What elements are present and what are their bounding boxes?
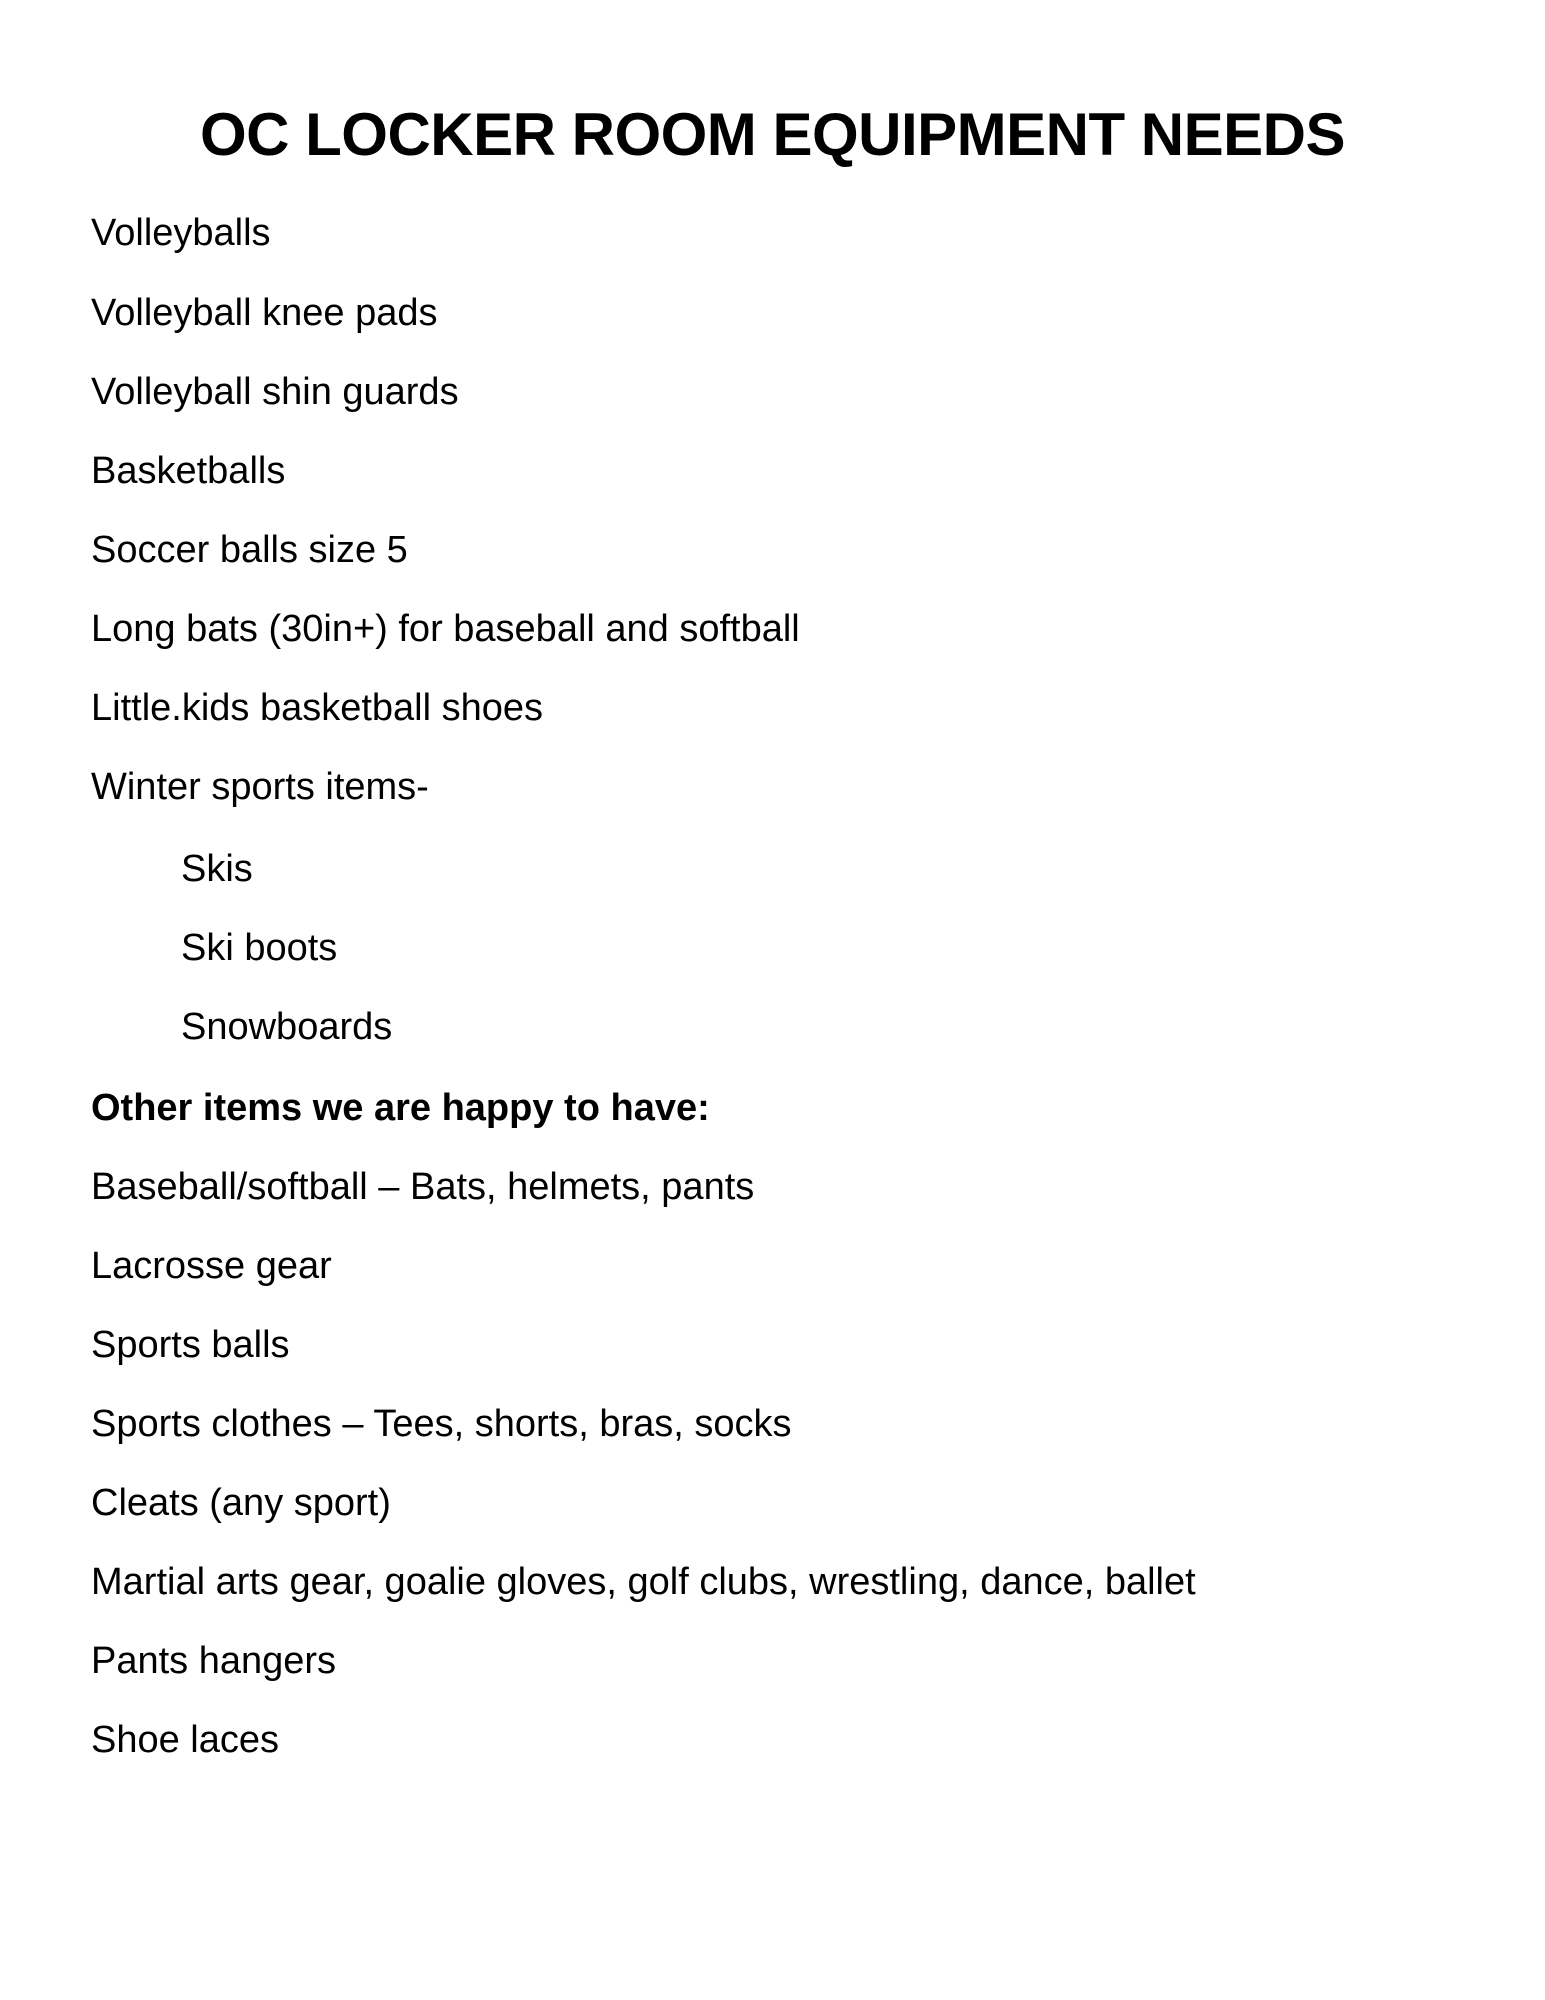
other-item: Cleats (any sport) — [91, 1482, 391, 1524]
other-item: Sports clothes – Tees, shorts, bras, socks — [91, 1403, 792, 1445]
needs-item: Volleyball shin guards — [91, 371, 459, 413]
winter-sub-item: Snowboards — [181, 1006, 393, 1048]
winter-sub-item: Ski boots — [181, 927, 338, 969]
needs-item: Winter sports items- — [91, 766, 429, 808]
needs-item: Volleyball knee pads — [91, 292, 438, 334]
needs-item: Soccer balls size 5 — [91, 529, 408, 571]
other-item: Lacrosse gear — [91, 1245, 332, 1287]
needs-item: Volleyballs — [91, 212, 271, 254]
other-items-heading: Other items we are happy to have: — [91, 1087, 710, 1129]
other-item: Martial arts gear, goalie gloves, golf clubs, wrestling, dance, ballet — [91, 1561, 1196, 1603]
page-title: OC LOCKER ROOM EQUIPMENT NEEDS — [199, 101, 1346, 168]
other-item: Pants hangers — [91, 1640, 337, 1682]
other-item: Sports balls — [91, 1324, 290, 1366]
needs-item: Long bats (30in+) for baseball and softball — [91, 608, 800, 650]
needs-item: Little.kids basketball shoes — [91, 687, 544, 729]
winter-sub-item: Skis — [181, 848, 253, 890]
needs-item: Basketballs — [91, 450, 286, 492]
other-item: Shoe laces — [91, 1719, 280, 1761]
other-item: Baseball/softball – Bats, helmets, pants — [91, 1166, 755, 1208]
